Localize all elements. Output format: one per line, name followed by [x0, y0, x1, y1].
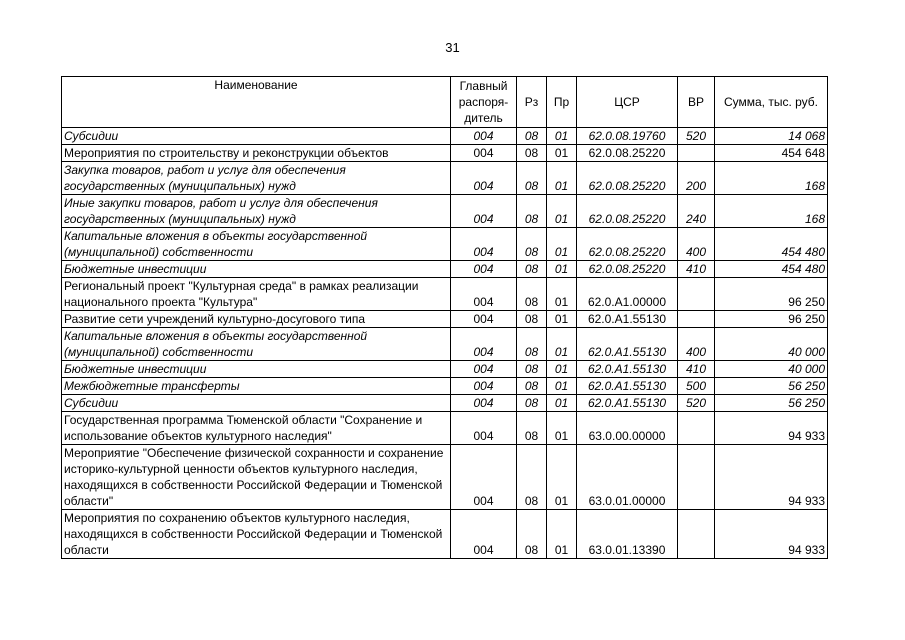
- table-cell-vr: 410: [678, 261, 715, 278]
- table-cell-sum: 168: [715, 162, 828, 195]
- table-cell-name: Мероприятие "Обеспечение физической сохранности и сохранение историко-культурной ценности объектов культурного наследия, находящихся в собственности Российской Федерации и Тюменской области": [62, 445, 451, 510]
- table-cell-csr: 63.0.01.13390: [577, 510, 678, 559]
- table-cell-pr: 01: [547, 311, 577, 328]
- table-row: [62, 145, 828, 162]
- table-cell-rz: 08: [517, 162, 547, 195]
- table-row: [62, 412, 828, 445]
- table-cell-vr: [678, 445, 715, 510]
- table-cell-rz: 08: [517, 510, 547, 559]
- table-cell-sum: 454 648: [715, 145, 828, 162]
- table-cell-admin: 004: [451, 228, 517, 261]
- header-sum: Сумма, тыс. руб.: [715, 77, 828, 128]
- table-cell-pr: 01: [547, 378, 577, 395]
- table-cell-rz: 08: [517, 145, 547, 162]
- table-cell-vr: 200: [678, 162, 715, 195]
- table-cell-name: Капитальные вложения в объекты государственной (муниципальной) собственности: [62, 328, 451, 361]
- table-cell-name: Бюджетные инвестиции: [62, 261, 451, 278]
- table-cell-pr: 01: [547, 328, 577, 361]
- table-cell-name: Межбюджетные трансферты: [62, 378, 451, 395]
- table-cell-csr: 62.0.08.25220: [577, 228, 678, 261]
- table-cell-pr: 01: [547, 395, 577, 412]
- table-cell-vr: 410: [678, 361, 715, 378]
- table-cell-vr: 500: [678, 378, 715, 395]
- table-cell-vr: 400: [678, 328, 715, 361]
- table-cell-admin: 004: [451, 445, 517, 510]
- table-cell-csr: 62.0.08.25220: [577, 261, 678, 278]
- table-cell-csr: 62.0.08.25220: [577, 195, 678, 228]
- table-cell-admin: 004: [451, 128, 517, 145]
- table-row: [62, 378, 828, 395]
- table-cell-admin: 004: [451, 278, 517, 311]
- table-row: [62, 395, 828, 412]
- table-cell-csr: 62.0.A1.55130: [577, 395, 678, 412]
- table-row: [62, 228, 828, 261]
- table-cell-name: Развитие сети учреждений культурно-досугового типа: [62, 311, 451, 328]
- table-row: [62, 328, 828, 361]
- table-row: [62, 445, 828, 510]
- table-cell-admin: 004: [451, 311, 517, 328]
- table-cell-rz: 08: [517, 445, 547, 510]
- table-row: [62, 261, 828, 278]
- table-cell-csr: 62.0.A1.55130: [577, 378, 678, 395]
- table-cell-name: Мероприятия по сохранению объектов культурного наследия, находящихся в собственности Российской Федерации и Тюменской области: [62, 510, 451, 559]
- table-cell-csr: 63.0.00.00000: [577, 412, 678, 445]
- table-cell-rz: 08: [517, 395, 547, 412]
- table-cell-name: Региональный проект "Культурная среда" в рамках реализации национального проекта "Культура": [62, 278, 451, 311]
- table-cell-rz: 08: [517, 378, 547, 395]
- table-row: [62, 361, 828, 378]
- table-cell-name: Государственная программа Тюменской области "Сохранение и использование объектов культурного наследия": [62, 412, 451, 445]
- table-cell-admin: 004: [451, 162, 517, 195]
- table-cell-rz: 08: [517, 278, 547, 311]
- table-cell-name: Капитальные вложения в объекты государственной (муниципальной) собственности: [62, 228, 451, 261]
- table-row: [62, 311, 828, 328]
- table-cell-pr: 01: [547, 361, 577, 378]
- budget-table: [61, 76, 828, 559]
- table-cell-vr: [678, 311, 715, 328]
- table-cell-name: Субсидии: [62, 395, 451, 412]
- table-cell-pr: 01: [547, 162, 577, 195]
- header-admin: Главный распоря-дитель: [451, 77, 517, 128]
- table-cell-csr: 63.0.01.00000: [577, 445, 678, 510]
- table-cell-pr: 01: [547, 145, 577, 162]
- table-cell-name: Иные закупки товаров, работ и услуг для обеспечения государственных (муниципальных) нужд: [62, 195, 451, 228]
- table-cell-sum: 40 000: [715, 361, 828, 378]
- table-row: [62, 278, 828, 311]
- table-cell-vr: [678, 145, 715, 162]
- table-cell-pr: 01: [547, 261, 577, 278]
- table-cell-rz: 08: [517, 412, 547, 445]
- header-name: Наименование: [62, 77, 451, 128]
- table-cell-vr: [678, 510, 715, 559]
- table-cell-admin: 004: [451, 361, 517, 378]
- table-cell-sum: 40 000: [715, 328, 828, 361]
- table-cell-sum: 168: [715, 195, 828, 228]
- table-cell-admin: 004: [451, 328, 517, 361]
- table-cell-pr: 01: [547, 195, 577, 228]
- header-vr: ВР: [678, 77, 715, 128]
- table-cell-vr: 520: [678, 395, 715, 412]
- table-cell-csr: 62.0.08.19760: [577, 128, 678, 145]
- table-cell-sum: 454 480: [715, 261, 828, 278]
- table-cell-admin: 004: [451, 412, 517, 445]
- table-row: [62, 195, 828, 228]
- table-cell-csr: 62.0.08.25220: [577, 145, 678, 162]
- table-cell-csr: 62.0.08.25220: [577, 162, 678, 195]
- table-cell-pr: 01: [547, 228, 577, 261]
- table-cell-csr: 62.0.A1.55130: [577, 311, 678, 328]
- table-cell-rz: 08: [517, 195, 547, 228]
- table-cell-sum: 94 933: [715, 412, 828, 445]
- table-cell-name: Мероприятия по строительству и реконструкции объектов: [62, 145, 451, 162]
- table-cell-admin: 004: [451, 510, 517, 559]
- table-row: [62, 510, 828, 559]
- table-cell-sum: 56 250: [715, 378, 828, 395]
- table-cell-admin: 004: [451, 261, 517, 278]
- table-row: [62, 162, 828, 195]
- header-csr: ЦСР: [577, 77, 678, 128]
- table-cell-vr: [678, 278, 715, 311]
- table-cell-pr: 01: [547, 278, 577, 311]
- header-pr: Пр: [547, 77, 577, 128]
- table-cell-admin: 004: [451, 195, 517, 228]
- table-cell-admin: 004: [451, 395, 517, 412]
- table-cell-pr: 01: [547, 445, 577, 510]
- table-cell-vr: 400: [678, 228, 715, 261]
- table-cell-sum: 454 480: [715, 228, 828, 261]
- table-cell-sum: 96 250: [715, 278, 828, 311]
- table-cell-csr: 62.0.A1.00000: [577, 278, 678, 311]
- table-cell-vr: 240: [678, 195, 715, 228]
- table-cell-sum: 14 068: [715, 128, 828, 145]
- table-cell-pr: 01: [547, 412, 577, 445]
- header-row: [62, 77, 828, 128]
- table-cell-pr: 01: [547, 510, 577, 559]
- table-cell-sum: 94 933: [715, 445, 828, 510]
- table-cell-vr: [678, 412, 715, 445]
- table-row: [62, 128, 828, 145]
- table-cell-admin: 004: [451, 145, 517, 162]
- page-number: 31: [445, 40, 460, 55]
- table-cell-rz: 08: [517, 261, 547, 278]
- table-cell-rz: 08: [517, 228, 547, 261]
- table-cell-sum: 56 250: [715, 395, 828, 412]
- table-cell-sum: 94 933: [715, 510, 828, 559]
- table-cell-rz: 08: [517, 311, 547, 328]
- table-cell-rz: 08: [517, 361, 547, 378]
- table-cell-admin: 004: [451, 378, 517, 395]
- table-cell-sum: 96 250: [715, 311, 828, 328]
- table-cell-vr: 520: [678, 128, 715, 145]
- table-cell-name: Субсидии: [62, 128, 451, 145]
- table-cell-name: Бюджетные инвестиции: [62, 361, 451, 378]
- table-cell-rz: 08: [517, 128, 547, 145]
- table-cell-csr: 62.0.A1.55130: [577, 328, 678, 361]
- header-rz: Рз: [517, 77, 547, 128]
- table-cell-pr: 01: [547, 128, 577, 145]
- table-cell-name: Закупка товаров, работ и услуг для обеспечения государственных (муниципальных) нужд: [62, 162, 451, 195]
- table-cell-csr: 62.0.A1.55130: [577, 361, 678, 378]
- table-cell-rz: 08: [517, 328, 547, 361]
